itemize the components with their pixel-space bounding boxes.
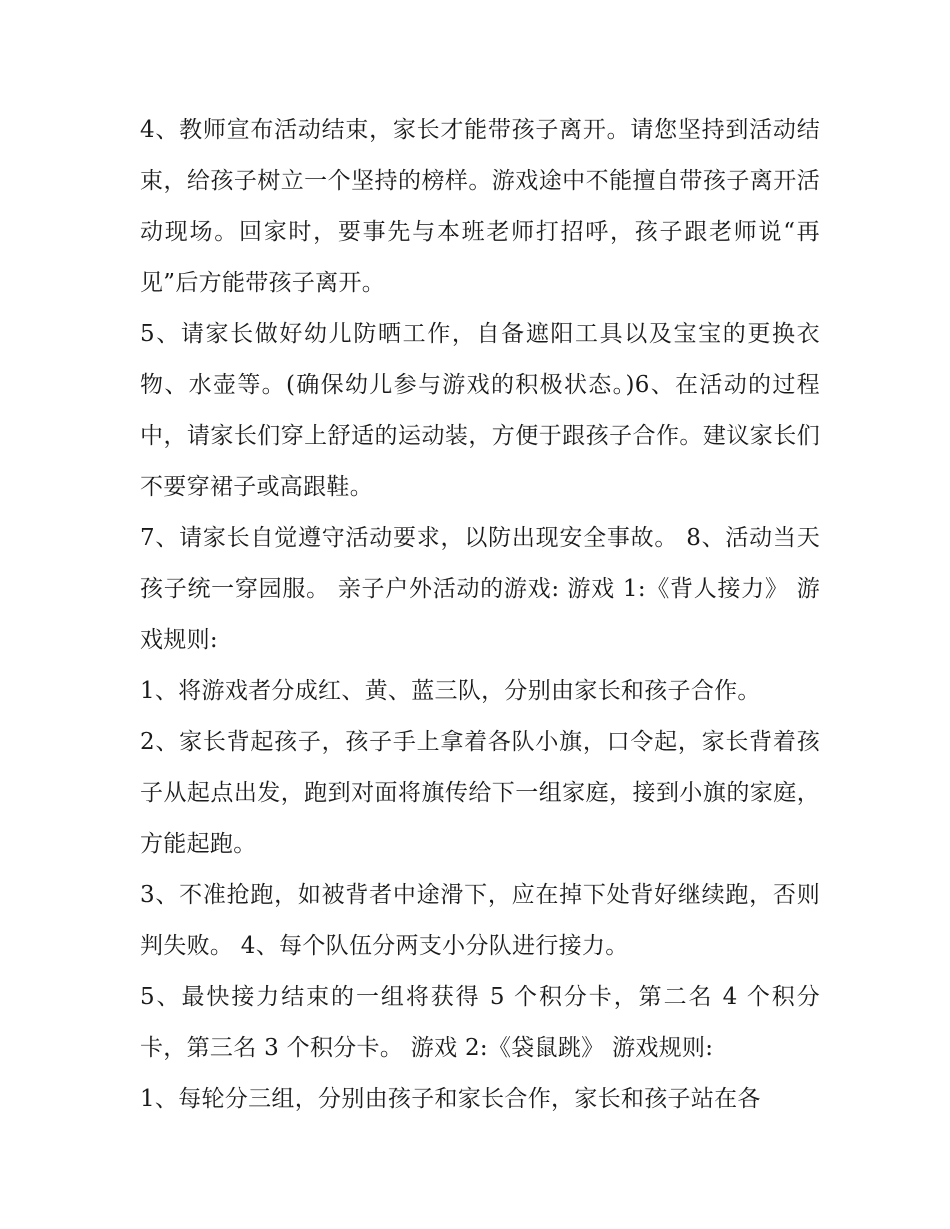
paragraph-rule-7-8-game-1: 7、请家长自觉遵守活动要求，以防出现安全事故。 8、活动当天孩子统一穿园服。 亲子户外活动的游戏: 游戏 1:《背人接力》 游戏规则: — [140, 525, 820, 653]
paragraph-game2-rule-1: 1、每轮分三组，分别由孩子和家长合作，家长和孩子站在各 — [140, 1086, 761, 1112]
document-body — [140, 105, 820, 1125]
paragraph-game1-rule-2: 2、家长背起孩子，孩子手上拿着各队小旗，口令起，家长背着孩子从起点出发，跑到对面将旗传给下一组家庭，接到小旗的家庭，方能起跑。 — [140, 729, 820, 857]
paragraph-game1-rule-3-4: 3、不准抢跑，如被背者中途滑下，应在掉下处背好继续跑，否则判失败。 4、每个队伍分两支小分队进行接力。 — [140, 882, 820, 959]
paragraph-game1-rule-5-game-2: 5、最快接力结束的一组将获得 5 个积分卡，第二名 4 个积分卡，第三名 3 个积分卡。 游戏 2:《袋鼠跳》 游戏规则: — [140, 984, 820, 1061]
paragraph-rule-5-6: 5、请家长做好幼儿防晒工作，自备遮阳工具以及宝宝的更换衣物、水壶等。(确保幼儿参与游戏的积极状态。)6、在活动的过程中，请家长们穿上舒适的运动装，方便于跟孩子合作。建议家长们不要穿裙子或高跟鞋。 — [140, 321, 820, 500]
paragraph-rule-4: 4、教师宣布活动结束，家长才能带孩子离开。请您坚持到活动结束，给孩子树立一个坚持的榜样。游戏途中不能擅自带孩子离开活动现场。回家时，要事先与本班老师打招呼，孩子跟老师说“再见”后方能带孩子离开。 — [140, 117, 820, 296]
paragraph-game1-rule-1: 1、将游戏者分成红、黄、蓝三队，分别由家长和孩子合作。 — [140, 678, 761, 704]
